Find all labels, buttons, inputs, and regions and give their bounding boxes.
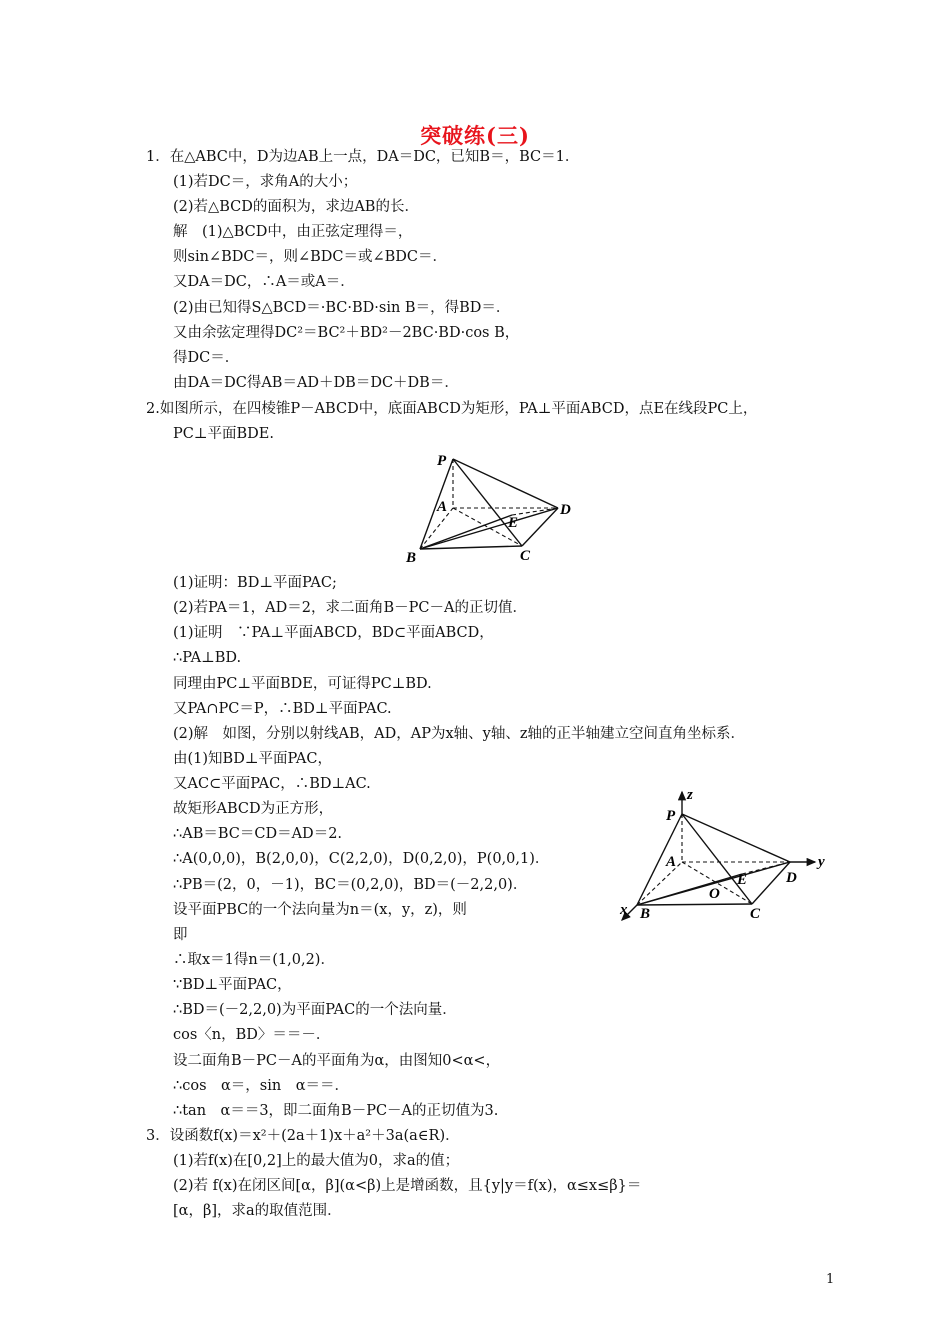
q2-line: (2)若PA＝1，AD＝2，求二面角B－PC－A的正切值．	[173, 600, 527, 616]
q2-line: 设平面PBC的一个法向量为n＝(x，y，z)，则	[173, 902, 467, 918]
fig2-label-y: y	[818, 854, 825, 870]
q2-line: ∴A(0,0,0)，B(2,0,0)，C(2,2,0)，D(0,2,0)，P(0,0,1)．	[173, 851, 550, 867]
q2-line: ∴PB＝(2，0，－1)，BC＝(0,2,0)，BD＝(－2,2,0)．	[173, 877, 528, 893]
fig2-label-p: P	[666, 808, 676, 824]
q3-line: (1)若f(x)在[0,2]上的最大值为0，求a的值；	[173, 1153, 460, 1169]
q2-line: ∴cos α＝，sin α＝＝．	[173, 1078, 350, 1094]
q3-line: 3．设函数f(x)＝x²＋(2a＋1)x＋a²＋3a(a∈R)．	[146, 1128, 460, 1144]
page-title: 突破练(三)	[420, 123, 530, 148]
fig2-label-e: E	[737, 872, 748, 888]
q1-line: 解 (1)△BCD中，由正弦定理得＝，	[173, 224, 413, 240]
fig1-label-e: E	[508, 515, 519, 531]
q1-line: 1．在△ABC中，D为边AB上一点，DA＝DC，已知B＝，BC＝1．	[146, 149, 580, 165]
q2-line: (1)证明 ∵PA⊥平面ABCD，BD⊂平面ABCD，	[173, 625, 494, 641]
q2-line: ∴PA⊥BD.	[173, 650, 242, 666]
q1-line: 又DA＝DC，∴A＝或A＝．	[173, 274, 355, 290]
q2-line: ∴取x＝1得n＝(1,0,2)．	[173, 952, 335, 968]
fig2-label-o: O	[709, 886, 720, 902]
fig2-label-a: A	[666, 854, 677, 870]
q2-line: ∵BD⊥平面PAC，	[173, 977, 292, 993]
fig1-label-b: B	[406, 550, 417, 566]
fig2-label-b: B	[640, 906, 651, 922]
fig1-label-p: P	[437, 453, 447, 469]
q1-line: 得DC＝．	[173, 350, 240, 366]
fig1-label-d: D	[560, 502, 571, 518]
q1-line: 则sin∠BDC＝，则∠BDC＝或∠BDC＝．	[173, 249, 447, 265]
fig1-label-a: A	[437, 499, 448, 515]
fig1-label-c: C	[520, 548, 531, 564]
q2-line: 设二面角B－PC－A的平面角为α，由图知0<α<，	[173, 1053, 501, 1069]
q1-line: (1)若DC＝，求角A的大小；	[173, 174, 358, 190]
page-number: 1	[826, 1272, 835, 1287]
fig2-label-x: x	[620, 902, 628, 918]
q2-line: (1)证明：BD⊥平面PAC;	[173, 575, 337, 591]
fig2-label-d: D	[786, 870, 797, 886]
q2-line: (2)解 如图，分别以射线AB，AD，AP为x轴、y轴、z轴的正半轴建立空间直角坐标系．	[173, 726, 745, 742]
q1-line: (2)由已知得S△BCD＝·BC·BD·sin B＝，得BD＝．	[173, 300, 511, 316]
q1-line: 由DA＝DC得AB＝AD＋DB＝DC＋DB＝．	[173, 375, 459, 391]
q1-line: (2)若△BCD的面积为，求边AB的长．	[173, 199, 419, 215]
q2-line: ∴tan α＝＝3，即二面角B－PC－A的正切值为3.	[173, 1103, 499, 1119]
q2-line: 由(1)知BD⊥平面PAC，	[173, 751, 332, 767]
q2-line: PC⊥平面BDE.	[173, 426, 274, 442]
q3-line: (2)若 f(x)在闭区间[α，β](α<β)上是增函数，且{y|y＝f(x)，α≤x≤β}＝	[173, 1178, 642, 1194]
fig2-label-z: z	[687, 787, 693, 803]
q2-line: ∴BD＝(－2,2,0)为平面PAC的一个法向量．	[173, 1002, 457, 1018]
q2-line: 故矩形ABCD为正方形，	[173, 801, 334, 817]
q2-line: 即	[173, 927, 188, 943]
q2-line: 同理由PC⊥平面BDE，可证得PC⊥BD.	[173, 676, 432, 692]
q2-line: ∴AB＝BC＝CD＝AD＝2.	[173, 826, 343, 842]
q2-line: 2.如图所示，在四棱锥P－ABCD中，底面ABCD为矩形，PA⊥平面ABCD，点E在线段PC上，	[146, 401, 758, 417]
pyramid-figure	[400, 450, 580, 568]
q3-line: [α，β]，求a的取值范围．	[173, 1203, 342, 1219]
coordinate-pyramid-figure	[612, 782, 840, 924]
q1-line: 又由余弦定理得DC²＝BC²＋BD²－2BC·BD·cos B，	[173, 325, 520, 341]
q2-line: 又AC⊂平面PAC，∴BD⊥AC.	[173, 776, 371, 792]
q2-line: cos〈n，BD〉＝＝－．	[173, 1027, 331, 1043]
fig2-label-c: C	[750, 906, 761, 922]
q2-line: 又PA∩PC＝P，∴BD⊥平面PAC.	[173, 701, 392, 717]
